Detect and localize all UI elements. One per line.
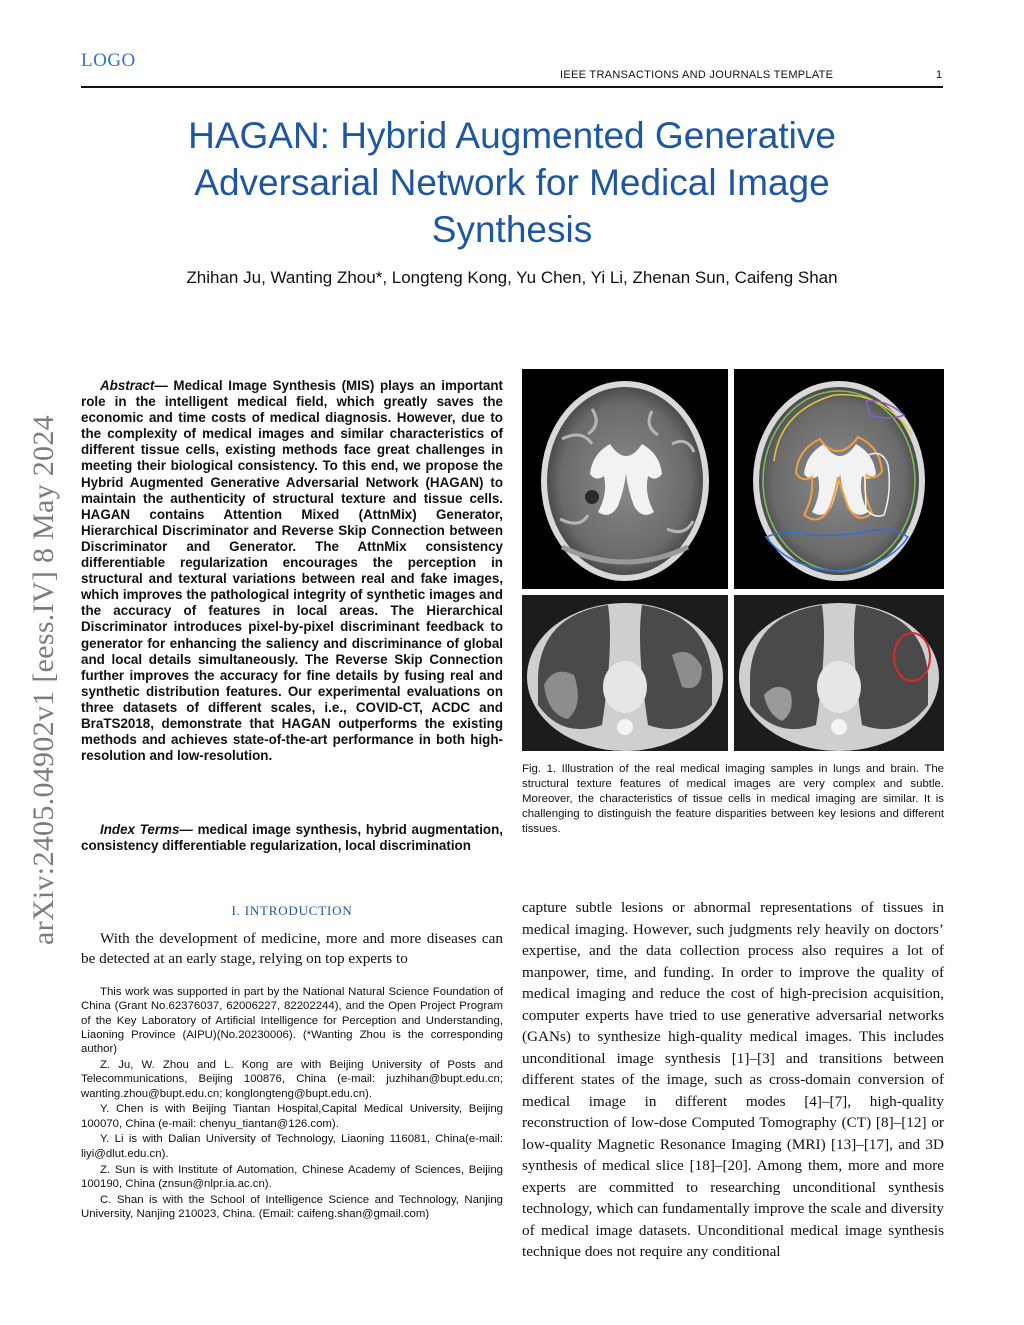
abstract-label: Abstract: [100, 378, 155, 393]
lung-ct-svg-1: [522, 595, 728, 751]
section-heading-introduction: I. INTRODUCTION: [231, 903, 353, 918]
brain-mri-annotated-image: [734, 369, 944, 589]
spine: [617, 719, 633, 735]
mediastinum: [603, 661, 647, 713]
mediastinum: [817, 661, 861, 713]
lung-ct-svg-2: [734, 595, 944, 751]
logo: LOGO: [81, 50, 136, 71]
brain-mri-plain-svg: [522, 369, 728, 589]
abstract-dash: —: [154, 378, 174, 393]
footnotes: [81, 985, 503, 1223]
footnote-affiliation: Y. Chen is with Beijing Tiantan Hospital,Capital Medical University, Beijing 100070, China (e-mail: chenyu_tiantan@126.com).: [81, 1103, 503, 1130]
brain-mri-plain-image: [522, 369, 728, 589]
footnote-affiliation: Y. Li is with Dalian University of Technology, Liaoning 116081, China(e-mail: liyi@dlut.edu.cn).: [81, 1133, 503, 1160]
brain-mri-annotated-svg: [734, 369, 944, 589]
index-terms-dash: —: [179, 822, 198, 837]
figure-1: [522, 369, 944, 751]
abstract: [81, 378, 503, 764]
intro-paragraph-right: capture subtle lesions or abnormal representations of tissues in medical imaging. However, such judgments rely heavily on doctors’ expertise, and the data collection process also requires a lot of manpower, time, and funding. In order to improve the quality of medical imaging and reduce the cost of high-precision acquisition, computer experts have tried to use generative adversarial networks (GANs) to synthesize high-quality medical images. This includes unconditional image synthesis [1]–[3] and transitions between different states of the image, such as cross-domain conversion of medical image in different modes [4]–[7], high-quality reconstruction of low-dose Computed Tomography (CT) [8]–[12] or low-quality Magnetic Resonance Imaging (MRI) [13]–[17], and 3D synthesis of medical slice [18]–[20]. Among them, more and more experts are committed to researching unconditional synthesis technology, which can fundamentally improve the scale and diversity of medical image datasets. Unconditional medical image synthesis technique does not require any conditional: [522, 899, 944, 1260]
lesion-dark-spot: [585, 490, 599, 504]
footnote-affiliation: C. Shan is with the School of Intelligence Science and Technology, Nanjing University, Nanjing 210023, China. (Email: caifeng.shan@gmail.com): [81, 1193, 503, 1220]
footnote-funding: This work was supported in part by the National Natural Science Foundation of China (Grant No.62376037, 62006227, 82202244), and the Open Project Program of the Key Laboratory of Artificial Intelligence for Perception and Understanding, Liaoning Province (AIPU)(No.20230006). (*Wanting Zhou is the corresponding author): [81, 986, 503, 1056]
intro-paragraph-left: With the development of medicine, more and more diseases can be detected at an early stage, relying on top experts to: [81, 930, 503, 967]
figure-caption: Fig. 1. Illustration of the real medical imaging samples in lungs and brain. The structural texture features of medical images are very complex and subtle. Moreover, the characteristics of tissue cells in medical imaging are similar. It is challenging to distinguish the feature disparities between key lesions and different tissues.: [522, 763, 944, 835]
spine: [831, 719, 847, 735]
lung-ct-image-1: [522, 595, 728, 751]
page-number: 1: [936, 69, 943, 81]
index-terms-label: Index Terms: [100, 822, 180, 837]
header-rule: [81, 86, 943, 88]
index-terms: [81, 822, 503, 854]
index-terms-text: medical image synthesis, hybrid augmentation, consistency differentiable regularization, local discrimination: [81, 822, 504, 854]
footnote-affiliation: Z. Sun is with Institute of Automation, Chinese Academy of Sciences, Beijing 100190, China (znsun@nlpr.ia.ac.cn).: [81, 1163, 503, 1190]
lung-ct-image-2: [734, 595, 944, 751]
footnote-affiliation: Z. Ju, W. Zhou and L. Kong are with Beijing University of Posts and Telecommunications, Beijing 100876, China (e-mail: juzhihan@bupt.edu.cn; wanting.zhou@bupt.edu.cn; konglongteng@bupt.edu.cn).: [81, 1058, 503, 1100]
author-list: Zhihan Ju, Wanting Zhou*, Longteng Kong, Yu Chen, Yi Li, Zhenan Sun, Caifeng Shan: [186, 268, 838, 287]
abstract-text: Medical Image Synthesis (MIS) plays an important role in the intelligent medical field, which greatly saves the economic and time costs of medical diagnosis. However, due to the complexity of medical images and similar characteristics of different tissue cells, existing methods face great challenges in meeting their biological consistency. To this end, we propose the Hybrid Augmented Generative Adversarial Network (HAGAN) to maintain the authenticity of structural texture and tissue cells. HAGAN contains Attention Mixed (AttnMix) Generator, Hierarchical Discriminator and Reverse Skip Connection between Discriminator and Generator. The AttnMix consistency differentiable regularization encourages the perception in structural and textural variations between real and fake images, which improves the pathological integrity of synthetic images and the accuracy of features in local areas. The Hierarchical Discriminator introduces pixel-by-pixel discriminant feedback to generator for enhancing the saliency and discriminance of global and local details simultaneously. The Reverse Skip Connection further improves the accuracy for fine details by fusing real and synthetic distribution features. Our experimental evaluations on three datasets of different scales, i.e., COVID-CT, ACDC and BraTS2018, demonstrate that HAGAN outperforms the existing methods and achieves state-of-the-art performance in both high-resolution and low-resolution.: [81, 378, 503, 764]
arxiv-stamp: arXiv:2405.04902v1 [eess.IV] 8 May 2024: [27, 415, 60, 945]
running-head: IEEE TRANSACTIONS AND JOURNALS TEMPLATE: [560, 69, 834, 81]
paper-title: HAGAN: Hybrid Augmented Generative Adversarial Network for Medical Image Synthesis: [188, 115, 836, 250]
brain-tissue: [547, 387, 703, 575]
